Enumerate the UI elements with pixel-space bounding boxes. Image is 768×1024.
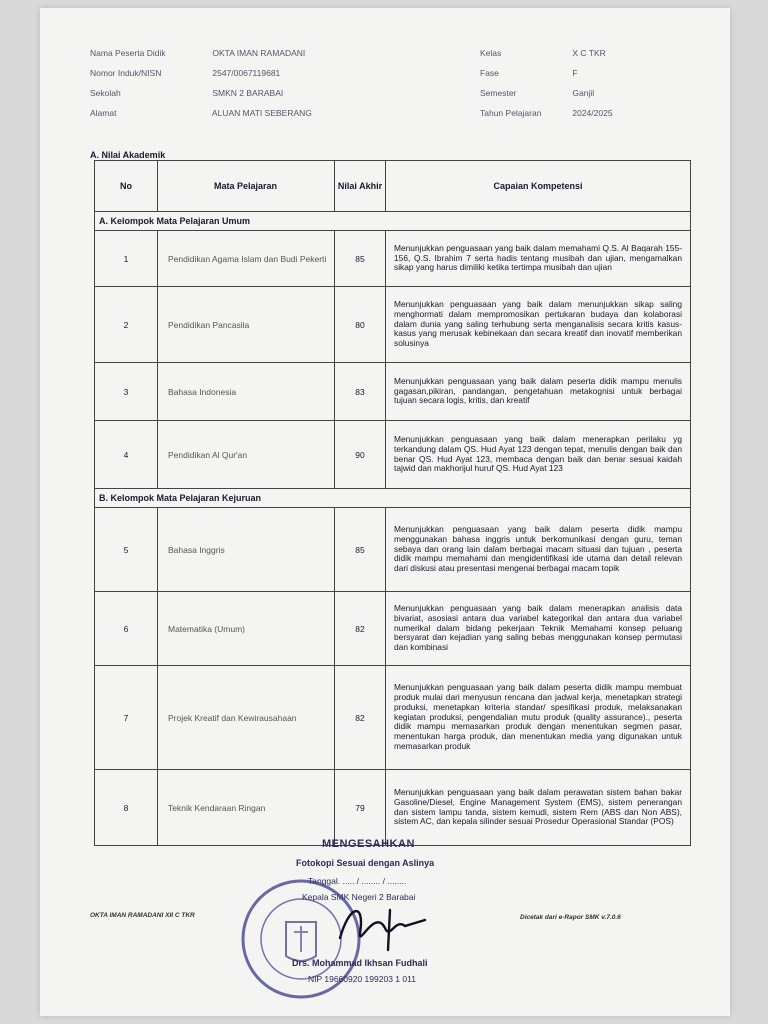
row-score: 80 [335, 287, 386, 363]
table-row [95, 421, 691, 489]
row-no: 4 [95, 421, 158, 489]
info-value: 2547/0067119681 [212, 68, 281, 78]
table-row [95, 508, 691, 592]
row-no: 3 [95, 363, 158, 421]
stamp-subtitle: Fotokopi Sesuai dengan Aslinya [296, 858, 435, 868]
info-label: Semester [480, 88, 517, 98]
signature-icon [330, 898, 440, 958]
info-value: X C TKR [572, 48, 606, 58]
table-row [95, 363, 691, 421]
info-value: SMKN 2 BARABAI [212, 88, 284, 98]
info-value: OKTA IMAN RAMADANI [212, 48, 306, 58]
signer-nip: NIP 19660920 199203 1 011 [308, 974, 416, 984]
info-class-row [480, 48, 606, 58]
signer-name: Drs. Mohammad Ikhsan Fudhali [292, 958, 428, 968]
row-score: 83 [335, 363, 386, 421]
row-competency: Menunjukkan penguasaan yang baik dalam peserta didik mampu membuat produk mulai dari menyusun rencana dan jadwal kerja, menetapkan strategi produksi, menetapkan kriteria standar/ spesifikasi produk, melaksanakan kegiatan produksi, pengendalian mutu produk (quality assurance)., peserta didik mampu memasarkan produk dengan menentukan segmen pasar, menentukan harga produk, dan menentukan media yang digunakan untuk memasarkan produk [386, 666, 691, 770]
info-value: Ganjil [572, 88, 595, 98]
info-label: Nomor Induk/NISN [90, 68, 162, 78]
row-score: 79 [335, 770, 386, 846]
info-label: Alamat [90, 108, 117, 118]
row-subject: Bahasa Indonesia [158, 363, 335, 421]
row-no: 7 [95, 666, 158, 770]
info-phase-row [480, 68, 578, 78]
row-competency: Menunjukkan penguasaan yang baik dalam memahami Q.S. Al Baqarah 155-156, Q.S. Ibrahim 7 serta hadis tentang musibah dan ujian, mengamalkan sikap yang harus dimiliki ketika tertimpa musibah dan ujian [386, 231, 691, 287]
row-subject: Pendidikan Pancasila [158, 287, 335, 363]
group-title: A. Kelompok Mata Pelajaran Umum [95, 212, 691, 231]
info-value: F [572, 68, 578, 78]
info-address-row [90, 108, 312, 118]
info-label: Sekolah [90, 88, 121, 98]
table-row [95, 231, 691, 287]
row-score: 85 [335, 231, 386, 287]
footer-printed-by: Dicetak dari e-Rapor SMK v.7.0.6 [520, 914, 621, 921]
footer-student: OKTA IMAN RAMADANI XII C TKR [90, 912, 195, 919]
info-label: Tahun Pelajaran [480, 108, 542, 118]
info-label: Fase [480, 68, 499, 78]
row-no: 5 [95, 508, 158, 592]
table-row [95, 287, 691, 363]
row-competency: Menunjukkan penguasaan yang baik dalam peserta didik mampu menulis gagasan,pikiran, pandangan, pengetahuan metakognisi untuk berbagai tujuan secara logis, kritis, dan kreatif [386, 363, 691, 421]
stamp-title: MENGESAHKAN [322, 838, 415, 850]
grades-table [94, 160, 691, 846]
info-value: ALUAN MATI SEBERANG [211, 108, 312, 118]
row-score: 90 [335, 421, 386, 489]
row-subject: Teknik Kendaraan Ringan [158, 770, 335, 846]
row-subject: Matematika (Umum) [158, 592, 335, 666]
group-row [95, 489, 691, 508]
legalization-stamp [40, 828, 730, 1008]
info-label: Kelas [480, 48, 502, 58]
info-label: Nama Peserta Didik [90, 48, 166, 58]
row-competency: Menunjukkan penguasaan yang baik dalam peserta didik mampu menggunakan bahasa inggris untuk berkomunikasi dengan guru, teman sebaya dan orang lain dalam berbagai macam situasi dan tujuan , peserta didik mampu memahami dan mengidentifikasi ide utama dan detail relevan dari diskusi atau presentasi mengenai berbagai macam topik [386, 508, 691, 592]
header-no: No [95, 161, 158, 212]
section-title: A. Nilai Akademik [90, 150, 166, 160]
row-no: 2 [95, 287, 158, 363]
row-subject: Pendidikan Al Qur'an [158, 421, 335, 489]
stamp-date-line: Tanggal. ..... / ........ / ........ [308, 876, 407, 886]
row-subject: Bahasa Inggris [158, 508, 335, 592]
row-subject: Pendidikan Agama Islam dan Budi Pekerti [158, 231, 335, 287]
table-row [95, 666, 691, 770]
info-school-row [90, 88, 283, 98]
info-nisn-row [90, 68, 280, 78]
group-row [95, 212, 691, 231]
row-score: 85 [335, 508, 386, 592]
info-year-row [480, 108, 613, 118]
table-row [95, 592, 691, 666]
row-competency: Menunjukkan penguasaan yang baik dalam menerapkan perilaku yg terkandung dalam QS. Hud Ayat 123 dengan tepat, menulis dengan baik dan benar QS. Hud Ayat 123, membaca dengan baik dan benar sesuai kaidah tajwid dan makhorijul huruf QS. Hud Ayat 123 [386, 421, 691, 489]
info-semester-row [480, 88, 594, 98]
header-score: Nilai Akhir [335, 161, 386, 212]
row-no: 1 [95, 231, 158, 287]
row-score: 82 [335, 666, 386, 770]
header-subject: Mata Pelajaran [158, 161, 335, 212]
row-competency: Menunjukkan penguasaan yang baik dalam perawatan sistem bahan bakar Gasoline/Diesel, Engine Management System (EMS), sistem penerangan dan sistem lampu tanda, sistem kemudi, sistem Rem (ABS dan Non ABS), sistem AC, dan kepala silinder sesuai Prosedur Operasional Standar (POS) [386, 770, 691, 846]
group-title: B. Kelompok Mata Pelajaran Kejuruan [95, 489, 691, 508]
header-competency: Capaian Kompetensi [386, 161, 691, 212]
row-subject: Projek Kreatif dan Kewirausahaan [158, 666, 335, 770]
table-header-row [95, 161, 691, 212]
info-value: 2024/2025 [572, 108, 613, 118]
report-page [40, 8, 730, 1016]
info-name-row [90, 48, 305, 58]
row-score: 82 [335, 592, 386, 666]
row-competency: Menunjukkan penguasaan yang baik dalam menerapkan analisis data bivariat, asosiasi antara dua variabel kategorikal dan antara dua variabel numerikal dalam bidang pekerjaan Teknik Memahami konsep peluang bersyarat dan kejadian yang saling bebas menggunakan konsep permutasi dan kombinasi [386, 592, 691, 666]
row-no: 8 [95, 770, 158, 846]
row-no: 6 [95, 592, 158, 666]
row-competency: Menunjukkan penguasaan yang baik dalam menunjukkan sikap saling menghormati dalam mempromosikan pertukaran budaya dan kolaborasi dalam dunia yang saling terhubung serta menganalisis secara kritis kasus-kasus yang merusak kebinekaan dan secara kreatif dan inovatif memberikan solusinya [386, 287, 691, 363]
stamp-position: Kepala SMK Negeri 2 Barabai [302, 892, 416, 902]
